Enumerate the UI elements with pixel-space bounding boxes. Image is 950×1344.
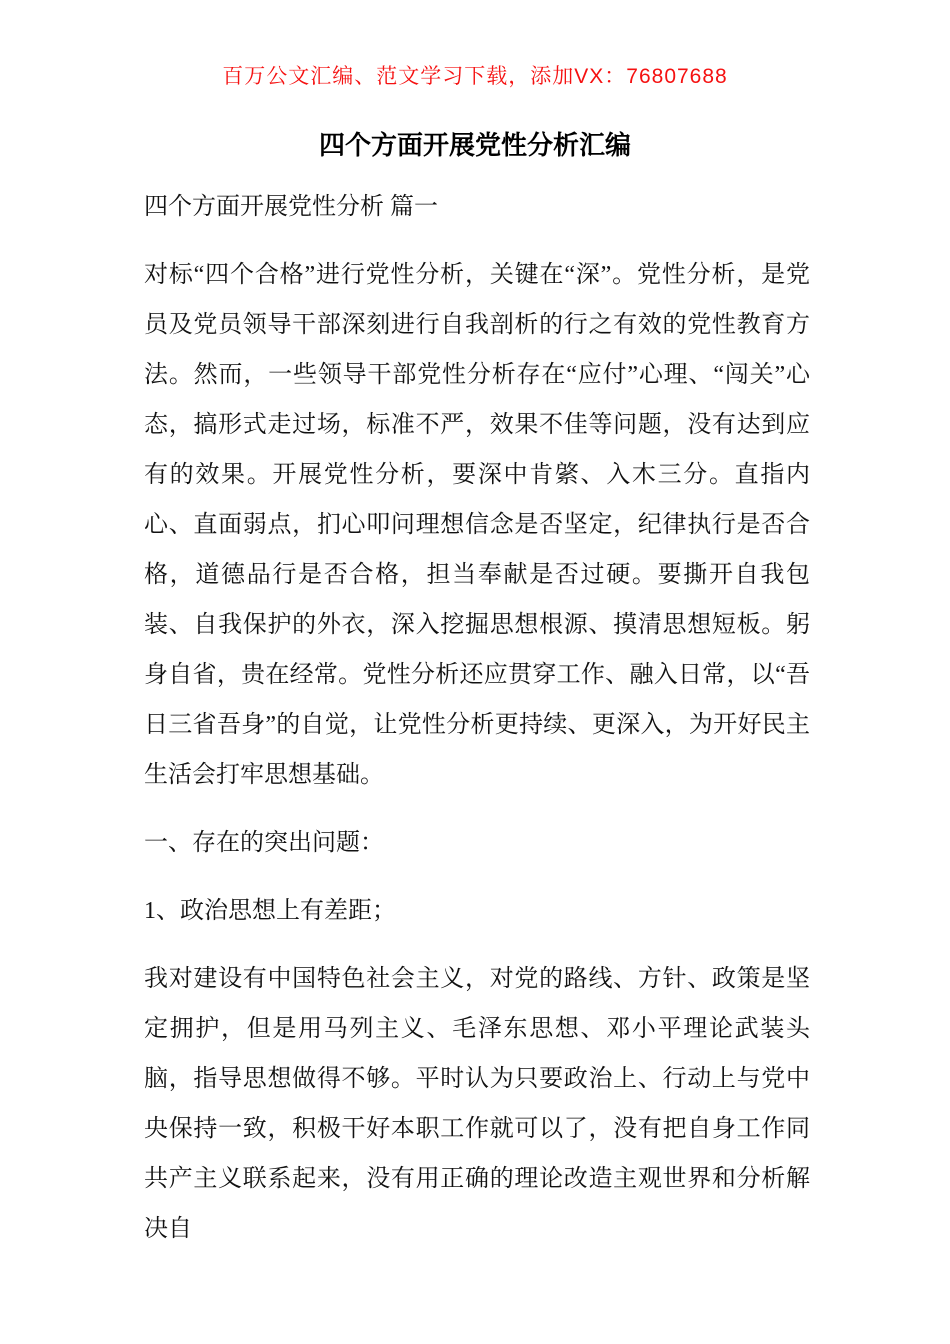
promo-banner-text: 百万公文汇编、范文学习下载，添加VX：76807688 — [222, 65, 728, 88]
document-body — [144, 182, 810, 1254]
document-title: 四个方面开展党性分析汇编 — [318, 131, 631, 160]
doc-paragraph-subtitle: 四个方面开展党性分析 篇一 — [144, 194, 438, 220]
doc-paragraph-item-body: 我对建设有中国特色社会主义，对党的路线、方针、政策是坚定拥护，但是用马列主义、毛泽东思想、邓小平理论武装头脑，指导思想做得不够。平时认为只要政治上、行动上与党中央保持一致，积极干好本职工作就可以了，没有把自身工作同共产主义联系起来，没有用正确的理论改造主观世界和分析解决自 — [144, 966, 810, 1242]
doc-paragraph-section-heading: 一、存在的突出问题： — [144, 830, 384, 856]
doc-paragraph-item-heading: 1、政治思想上有差距； — [144, 898, 396, 924]
doc-paragraph-intro: 对标“四个合格”进行党性分析，关键在“深”。党性分析，是党员及党员领导干部深刻进行自我剖析的行之有效的党性教育方法。然而，一些领导干部党性分析存在“应付”心理、“闯关”心态，搞形式走过场，标准不严，效果不佳等问题，没有达到应有的效果。开展党性分析，要深中肯綮、入木三分。直指内心、直面弱点，扪心叩问理想信念是否坚定，纪律执行是否合格，道德品行是否合格，担当奉献是否过硬。要撕开自我包装、自我保护的外衣，深入挖掘思想根源、摸清思想短板。躬身自省，贵在经常。党性分析还应贯穿工作、融入日常，以“吾日三省吾身”的自觉，让党性分析更持续、更深入，为开好民主生活会打牢思想基础。 — [144, 262, 810, 788]
